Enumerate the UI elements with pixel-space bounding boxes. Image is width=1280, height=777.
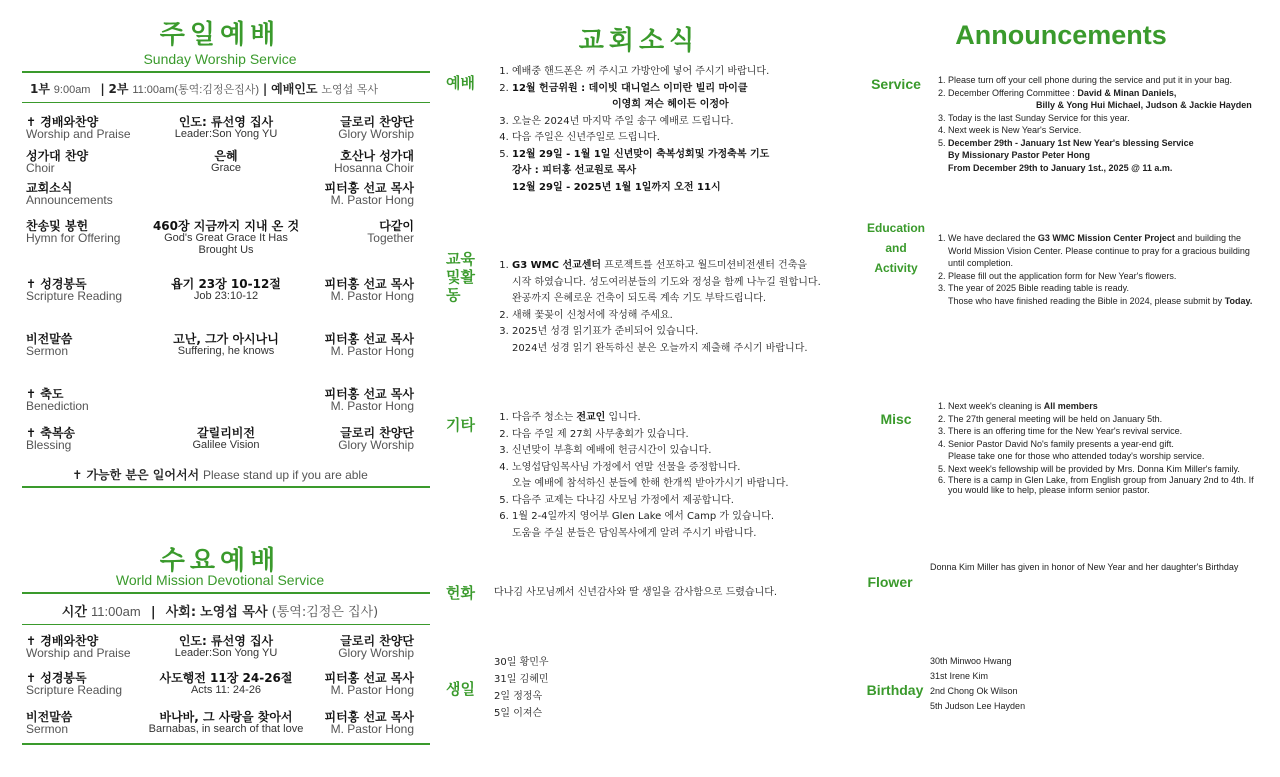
service-item: [26, 711, 166, 735]
service-item-ko: 비전말씀: [26, 710, 73, 724]
service-leader: [264, 672, 414, 696]
sunday-title-ko: 주일예배: [159, 20, 281, 50]
list-item: 2. The 27th general meeting will be held on January 5th.: [948, 413, 1260, 426]
service-item-en: Blessing: [26, 438, 72, 452]
service-item: [26, 278, 166, 302]
list-item: 5. 다음주 교제는 다나김 사모님 가정에서 제공합니다.: [512, 493, 854, 510]
service-leader-ko: 피터홍 선교 목사: [324, 332, 414, 346]
service-leader: [264, 150, 414, 174]
service-item: [26, 116, 166, 140]
part1-label: 1부: [30, 82, 50, 96]
service-leader-ko: 피터홍 선교 목사: [324, 181, 414, 195]
service-item-en: Worship and Praise: [26, 646, 131, 660]
service-detail-en: Leader:Son Yong YU: [174, 128, 278, 140]
list-item: 1. Please turn off your cell phone during the service and put it in your bag.: [948, 74, 1270, 87]
time-value: 11:00am: [91, 604, 141, 619]
service-leader-en: M. Pastor Hong: [330, 289, 414, 303]
service-leader-ko: 글로리 찬양단: [340, 634, 414, 648]
list-item: 5. December 29th - January 1st New Year's blessing Service By Missionary Pastor Peter Hong From December 29th to January 1st., 2025 @ 11 a.m.: [948, 137, 1270, 175]
wednesday-title-ko: 수요예배: [159, 546, 281, 576]
service-item-ko: ✝ 성경봉독: [26, 671, 87, 685]
list-item: 1. 다음주 청소는 전교인 입니다.: [512, 410, 854, 427]
divider: [22, 624, 430, 625]
service-detail-ko: 욥기 23장 10-12절: [171, 277, 281, 291]
wednesday-time-line: 시간 11:00am | 사회: 노영섭 목사 (통역:김정은 집사): [61, 604, 379, 620]
list-item: 2일 정정옥: [494, 691, 543, 702]
divider: [22, 743, 430, 745]
list-item: 2. Please fill out the application form for New Year's flowers.: [948, 270, 1260, 283]
service-leader-ko: 피터홍 선교 목사: [324, 671, 414, 685]
service-detail-en: Grace: [211, 162, 241, 174]
service-detail-en: Galilee Vision: [192, 439, 260, 451]
ann-service-list: [930, 74, 1270, 174]
service-item: [26, 150, 166, 174]
service-item: [26, 672, 166, 696]
news-flower-text: 다나김 사모님께서 신년감사와 딸 생일을 감사함으로 드렸습니다.: [494, 587, 778, 598]
service-item-ko: ✝ 축도: [26, 387, 64, 401]
service-detail-ko: 고난, 그가 아시나니: [173, 332, 279, 346]
part1-time: 9:00am: [53, 84, 91, 96]
service-leader: [264, 116, 414, 140]
news-worship-label: 예배: [446, 74, 475, 92]
service-leader-en: M. Pastor Hong: [330, 193, 414, 207]
ann-education-label: Education and Activity: [866, 221, 925, 275]
service-leader: [264, 278, 414, 302]
service-leader: [264, 388, 414, 412]
service-item-en: Choir: [26, 161, 55, 175]
list-item: 4. 다음 주일은 신년주일로 드립니다.: [512, 130, 854, 147]
service-leader-ko: 다같이: [379, 219, 414, 233]
news-misc-label: 기타: [446, 416, 475, 434]
ann-birthday-label: Birthday: [866, 682, 924, 698]
service-item-en: Worship and Praise: [26, 127, 131, 141]
service-item-ko: 성가대 찬양: [26, 149, 89, 163]
service-detail-ko: 은혜: [214, 149, 238, 163]
ann-education-list: [930, 232, 1260, 307]
service-leader-ko: 피터홍 선교 목사: [324, 387, 414, 401]
news-birthday-list: [494, 654, 549, 722]
service-detail-ko: 인도: 류선영 집사: [178, 634, 274, 648]
stand-note-en: Please stand up if you are able: [202, 468, 368, 482]
leader-label: 예배인도: [271, 82, 318, 96]
news-worship-list: [494, 64, 854, 196]
ann-title: Announcements: [955, 20, 1167, 50]
list-item: 2. 새해 꽃꽂이 신청서에 작성해 주세요.: [512, 308, 854, 325]
stand-note: [26, 466, 414, 483]
list-item: 3. Today is the last Sunday Service for this year.: [948, 112, 1270, 125]
service-item-en: Scripture Reading: [26, 289, 123, 303]
service-detail-ko: 인도: 류선영 집사: [178, 115, 274, 129]
list-item: 31st Irene Kim: [930, 671, 989, 681]
list-item: 3. 오늘은 2024년 마지막 주일 송구 예배로 드립니다.: [512, 114, 854, 131]
interp-note: (통역:김정은 집사): [271, 605, 379, 620]
list-item: 2. 다음 주일 제 27회 사무총회가 있습니다.: [512, 427, 854, 444]
list-item: 4. 노영섭담임목사님 가정에서 연말 선물을 증정합니다. 오늘 예배에 참석하신 분들에 한해 한개씩 받아가시기 바랍니다.: [512, 460, 854, 493]
news-education-label: 교육및활동: [446, 250, 475, 304]
divider: [22, 71, 430, 73]
news-title: 교회소식: [578, 26, 700, 56]
service-leader: [264, 220, 414, 244]
service-detail-en: Barnabas, in search of that love: [148, 723, 304, 735]
list-item: 3. 2025년 성경 읽기표가 준비되어 있습니다. 2024년 성경 읽기 완독하신 분은 오늘까지 제출해 주시기 바랍니다.: [512, 324, 854, 357]
ann-flower-label: Flower: [867, 574, 913, 590]
service-item-en: Announcements: [26, 193, 113, 207]
list-item: 3. 신년맞이 부흥회 예배에 헌금시간이 있습니다.: [512, 443, 854, 460]
service-leader-en: M. Pastor Hong: [330, 722, 414, 736]
service-leader-en: Together: [367, 231, 414, 245]
service-detail-ko: 사도행전 11장 24-26절: [159, 671, 293, 685]
host-name: 노영섭 목사: [200, 605, 268, 620]
list-item: 30th Minwoo Hwang: [930, 656, 1012, 666]
news-birthday-label: 생일: [446, 680, 475, 698]
list-item: 2. 12월 헌금위원 : 데이빗 대니얼스 이미란 빌리 마이클 이영희 져슨 헤이든 이정아: [512, 81, 854, 114]
list-item: 1. We have declared the G3 WMC Mission Center Project and building the World Mission Vision Center. Please continue to pray for a gracious building until completion.: [948, 232, 1260, 270]
list-item: 1. G3 WMC 선교센터 프로젝트를 선포하고 월드미션비전센터 건축을 시작 하였습니다. 성도여러분들의 기도와 정성을 함께 나누길 원합니다. 완공까지 은혜로운 건축이 되도록 계속 기도 부탁드립니다.: [512, 258, 854, 308]
list-item: 1. Next week's cleaning is All members: [948, 400, 1260, 413]
list-item: 30일 황민우: [494, 657, 549, 668]
service-item: [26, 427, 166, 451]
news-flower-label: 헌화: [446, 584, 475, 602]
service-item-en: Hymn for Offering: [26, 231, 121, 245]
service-detail-en: Leader:Son Yong YU: [174, 647, 278, 659]
list-item: 5. Next week's fellowship will be provided by Mrs. Donna Kim Miller's family.: [948, 463, 1260, 476]
service-item-ko: ✝ 경배와찬양: [26, 634, 99, 648]
service-detail-ko: 바나바, 그 사랑을 찾아서: [159, 710, 293, 724]
list-item: 4. Next week is New Year's Service.: [948, 124, 1270, 137]
service-leader: [264, 711, 414, 735]
service-detail-en: Suffering, he knows: [177, 345, 275, 357]
host-label: 사회:: [165, 605, 197, 620]
sunday-title-en: Sunday Worship Service: [143, 51, 297, 67]
list-item: 6. 1월 2-4일까지 영어부 Glen Lake 에서 Camp 가 있습니다. 도움을 주실 분들은 담임목사에게 알려 주시기 바랍니다.: [512, 509, 854, 542]
news-misc-list: [494, 410, 854, 542]
list-item: 4. Senior Pastor David No's family presents a year-end gift. Please take one for those who attended today's worship service.: [948, 438, 1260, 463]
stand-note-ko: ✝ 가능한 분은 일어서서: [72, 468, 200, 482]
list-item: 3. There is an offering time for the New Year's revival service.: [948, 425, 1260, 438]
service-item: [26, 182, 166, 206]
ann-birthday-list: [930, 654, 1025, 714]
service-leader-ko: 글로리 찬양단: [340, 426, 414, 440]
divider: [22, 486, 430, 488]
list-item: 5th Judson Lee Hayden: [930, 701, 1026, 711]
service-detail-en: God's Great Grace It Has Brought Us: [164, 232, 288, 256]
service-item-en: Sermon: [26, 344, 69, 358]
sunday-time-line: 1부 9:00am | 2부 11:00am(통역:김정은집사) | 예배인도 노영섭 목사: [30, 82, 378, 96]
service-leader: [264, 427, 414, 451]
list-item: 1. 예배중 핸드폰은 꺼 주시고 가방안에 넣어 주시기 바랍니다.: [512, 64, 854, 81]
service-leader-en: Glory Worship: [338, 646, 414, 660]
news-education-list: [494, 258, 854, 357]
leader-name: 노영섭 목사: [321, 83, 378, 96]
service-item-en: Benediction: [26, 399, 89, 413]
service-item-ko: 비전말씀: [26, 332, 73, 346]
service-item-ko: 찬송및 봉헌: [26, 219, 89, 233]
service-leader-ko: 글로리 찬양단: [340, 115, 414, 129]
service-leader: [264, 182, 414, 206]
service-leader-en: M. Pastor Hong: [330, 344, 414, 358]
service-leader-en: M. Pastor Hong: [330, 399, 414, 413]
service-item: [26, 220, 166, 244]
service-leader-ko: 피터홍 선교 목사: [324, 710, 414, 724]
service-detail-ko: 460장 지금까지 지내 온 것: [152, 219, 300, 233]
ann-misc-list: [930, 400, 1260, 495]
service-item: [26, 333, 166, 357]
service-leader-en: Hosanna Choir: [333, 161, 414, 175]
service-item-ko: ✝ 축복송: [26, 426, 76, 440]
divider: [22, 592, 430, 594]
service-item-en: Sermon: [26, 722, 69, 736]
list-item: 6. There is a camp in Glen Lake, from English group from January 2nd to 4th. If you would like to help, please inform senior pastor.: [948, 475, 1260, 495]
service-item: [26, 388, 166, 412]
list-item: 5일 이져슨: [494, 708, 543, 719]
time-label: 시간: [61, 605, 87, 620]
service-leader-en: Glory Worship: [338, 438, 414, 452]
service-leader-ko: 피터홍 선교 목사: [324, 277, 414, 291]
list-item: 2nd Chong Ok Wilson: [930, 686, 1018, 696]
list-item: 31일 김혜민: [494, 674, 549, 685]
divider: [22, 102, 430, 103]
service-detail-en: Job 23:10-12: [193, 290, 259, 302]
part2-label: 2부: [108, 82, 129, 96]
list-item: 3. The year of 2025 Bible reading table is ready. Those who have finished reading the Bible in 2024, please submit by Today.: [948, 282, 1260, 307]
service-leader-en: Glory Worship: [338, 127, 414, 141]
wednesday-title-en: World Mission Devotional Service: [115, 572, 325, 588]
service-item-en: Scripture Reading: [26, 683, 123, 697]
list-item: 5. 12월 29일 - 1월 1일 신년맞이 축복성회및 가정축복 기도 강사 : 피터홍 선교원로 목사 12월 29일 - 2025년 1월 1일까지 오전 11시: [512, 147, 854, 197]
ann-misc-label: Misc: [880, 411, 912, 427]
list-item: 2. December Offering Committee : David & Minan Daniels, Billy & Yong Hui Michael, Judson & Jackie Hayden: [948, 87, 1270, 112]
service-leader: [264, 333, 414, 357]
service-item-ko: ✝ 경배와찬양: [26, 115, 99, 129]
service-detail-en: Acts 11: 24-26: [190, 684, 262, 696]
service-leader-en: M. Pastor Hong: [330, 683, 414, 697]
service-leader-ko: 호산나 성가대: [340, 149, 414, 163]
service-leader: [264, 635, 414, 659]
service-item-ko: 교회소식: [26, 181, 73, 195]
part2-time: 11:00am(통역:김정은집사): [132, 84, 260, 96]
ann-flower-text: Donna Kim Miller has given in honor of New Year and her daughter's Birthday: [930, 562, 1239, 572]
service-item-ko: ✝ 성경봉독: [26, 277, 87, 291]
service-item: [26, 635, 166, 659]
service-detail-ko: 갈릴리비전: [197, 426, 255, 440]
ann-service-label: Service: [871, 76, 921, 92]
